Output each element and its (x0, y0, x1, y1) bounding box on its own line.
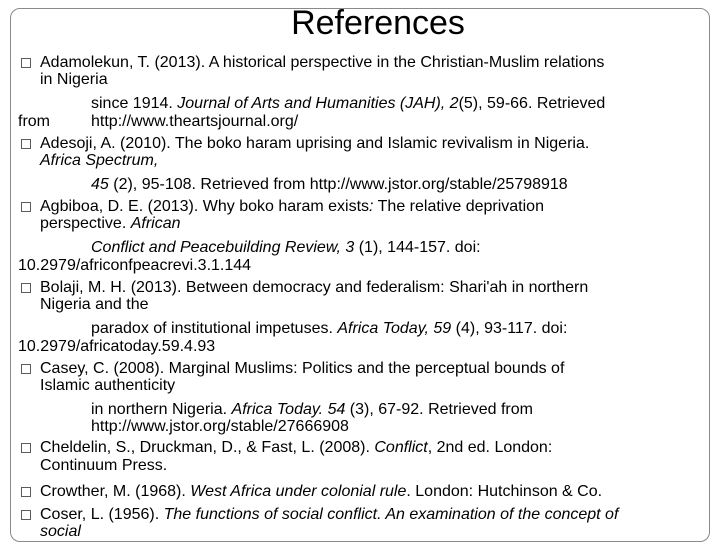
reference-text: Adamolekun, T. (2013). A historical perspective in the Christian-Muslim relations (40, 54, 605, 71)
reference-text: from (18, 113, 50, 130)
reference-text: paradox of institutional impetuses. Africa Today, 59 (4), 93-117. doi: (91, 320, 568, 337)
slide-title: References (291, 4, 465, 42)
reference-text: Cheldelin, S., Druckman, D., & Fast, L. (2008). Conflict, 2nd ed. London: (40, 439, 553, 456)
reference-text: 10.2979/africatoday.59.4.93 (18, 338, 216, 355)
reference-text: Continuum Press. (40, 457, 168, 474)
square-bullet-icon (21, 139, 31, 149)
reference-text: Islamic authenticity (40, 377, 176, 394)
reference-text: 10.2979/africonfpeacrevi.3.1.144 (18, 257, 252, 274)
reference-text: Conflict and Peacebuilding Review, 3 (1), 144-157. doi: (91, 239, 481, 256)
reference-text: Coser, L. (1956). The functions of social conflict. An examination of the concept of (40, 506, 619, 523)
reference-text: since 1914. Journal of Arts and Humanities (JAH), 2(5), 59-66. Retrieved (91, 95, 606, 112)
reference-text: 45 (2), 95-108. Retrieved from http://www.jstor.org/stable/25798918 (91, 176, 568, 193)
reference-text: Crowther, M. (1968). West Africa under colonial rule. London: Hutchinson & Co. (40, 483, 603, 500)
square-bullet-icon (21, 510, 31, 520)
reference-text: in northern Nigeria. Africa Today. 54 (3), 67-92. Retrieved from (91, 401, 533, 418)
reference-text: Casey, C. (2008). Marginal Muslims: Politics and the perceptual bounds of (40, 360, 565, 377)
square-bullet-icon (21, 283, 31, 293)
square-bullet-icon (21, 443, 31, 453)
reference-text: Africa Spectrum, (40, 152, 159, 169)
square-bullet-icon (21, 58, 31, 68)
reference-text: social (40, 523, 81, 540)
reference-text: Agbiboa, D. E. (2013). Why boko haram exists: The relative deprivation (40, 198, 544, 215)
reference-text: Nigeria and the (40, 296, 149, 313)
reference-text: http://www.theartsjournal.org/ (91, 113, 299, 130)
square-bullet-icon (21, 202, 31, 212)
square-bullet-icon (21, 487, 31, 497)
reference-text: http://www.jstor.org/stable/27666908 (91, 418, 349, 435)
reference-text: Bolaji, M. H. (2013). Between democracy and federalism: Shari'ah in northern (40, 279, 589, 296)
square-bullet-icon (21, 364, 31, 374)
reference-text: perspective. African (40, 215, 181, 232)
reference-text: in Nigeria (40, 71, 108, 88)
reference-text: Adesoji, A. (2010). The boko haram uprising and Islamic revivalism in Nigeria. (40, 135, 590, 152)
